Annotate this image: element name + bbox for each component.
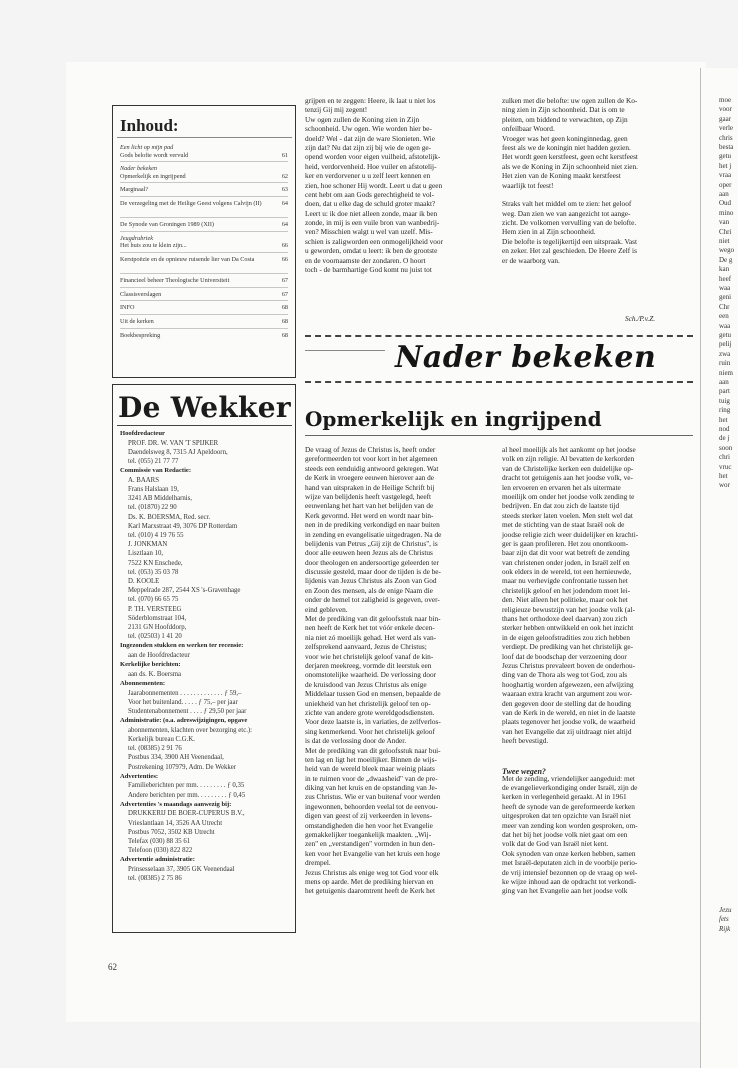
text-line: door theologen en andersoortige geleerden ter [305,557,439,567]
toc-separator [120,314,288,315]
text-line: opend worden voor eigen vuilheid, afstotelijk- [305,152,441,162]
next-page-text-fragment: aan [719,190,729,198]
text-line: in zending en evangelisatie uitgedragen. Na de [305,529,442,539]
text-line: sing kenmerkend. Voor het christelijk geloof [305,726,435,736]
toc-entry-title: Marginaal? [120,186,149,194]
text-line: loof dat de boodschap der verzoening door [502,651,627,661]
next-page-caption-fragment: Jezu [719,906,732,914]
colophon-line: Prinsesselaan 37, 3905 GK Veenendaal [128,866,235,873]
next-page-text-fragment: besta [719,143,734,151]
colophon-heading: Kerkelijke berichten: [120,661,181,669]
colophon-line: Kerkelijk bureau C.G.K. [128,736,196,743]
text-line: zen" en „verstandigen" vormden in hun den- [305,839,435,849]
colophon-line: abonnementen, klachten over bezorging etc.): [128,726,253,734]
text-line: heeft bevestigd. [502,736,549,746]
text-line: zonde, in mij is een vuile bron van wanbedrij- [305,218,440,228]
toc-entry [120,144,288,159]
text-line: onder de hemel tot zaligheid is gegeven, over- [305,595,440,605]
toc-entry-title: Financieel beheer Theologische Universiteit [120,277,230,285]
text-line: zelfsprekend aanvaard, Jezus de Christus; [305,642,427,652]
toc-separator [120,328,288,329]
text-line: uitgesproken dat ten opzichte van Israël niet [502,811,631,821]
text-line: zijn dat? Nu dat zijn zij bij wie de ogen ge- [305,142,432,152]
text-line: doen, dat u elke dag de schuld groter maakt? [305,199,436,209]
text-line: mens op aarde. Met de prediking hiervan en [305,876,434,886]
next-page-text-fragment: een [719,312,729,321]
toc-entry [120,235,288,250]
text-line: dat het bij het joodse volk niet gaat om een [502,830,628,840]
toc-page-number: 66 [281,242,288,250]
text-line: den gegeven door de stelling dat de houding [502,698,632,708]
text-line: heid, verdorvenheid. Hoe vuiler en afstotelij- [305,161,437,171]
text-line: nen in de prediking verkondigd en naar buiten [305,520,440,530]
toc-section-label: Een licht op mijn pad [120,144,174,151]
text-line: Vroeger was het geen koninginnedag, geen [502,133,628,143]
text-line: Het zien van de Koning maakt kerstfeest [502,171,621,181]
text-line: feest als we de koningin niet hadden gezien. [502,142,631,152]
toc-page-number: 64 [281,221,288,229]
text-line: ker en verdorvener u u zelf leert kennen en [305,171,431,181]
text-line: er de waarborg van. [502,255,560,265]
text-line: grijpen en te zeggen: Heere, ik laat u niet los [305,96,436,105]
next-page-text-fragment: heef [719,274,732,283]
text-line: uniekheid van het christelijk geloof ten op- [305,698,431,708]
text-line: gemakkelijker toegankelijk maakten. „Wij- [305,830,432,840]
text-line: steeds een eenduidig antwoord gekregen. Wat [305,463,439,473]
colophon-line: tel. (02503) 1 41 20 [128,633,182,641]
text-line: cent hebt om aan Gods gerechtigheid te vol- [305,189,435,199]
text-line: Leert u: ik doe niet alleen zonde, maar ik ben [305,208,438,218]
toc-entry [120,277,288,285]
text-line: Jezus Christus prevaleert boven de onderhou- [502,660,636,670]
text-line: met de stichting van de staat Israël ook de [502,520,625,530]
text-line: discussie gesteld, maar door de tijden is de be- [305,567,441,577]
colophon-line: Jaarabonnementen . . . . . . . . . . . . . ƒ 59,– [128,689,242,697]
text-line: joodse religie zich weer duidelijker en krachti- [502,529,639,539]
text-line: onomstotelijke waarheid. De verlossing door [305,670,437,680]
text-line: steeds sterker laten voelen. Men stelt wel dat [502,510,633,520]
text-line: volk dat de God van Israël niet kent. [502,839,609,849]
text-line: ger is gaan profileren. Het zou onontkoom- [502,538,629,548]
toc-page-number: 64 [281,200,288,207]
next-page-text-fragment: soon [719,443,733,452]
toc-separator [120,182,288,183]
next-page-text-fragment: moe [719,96,732,104]
text-line: in de eigen geloofstradities zou zich hebben [502,632,631,642]
colophon-line: tel. (08385) 2 75 86 [128,875,182,883]
text-line: drempel. [305,858,331,868]
text-line: ingewonnen, behoorden veelal tot de eenvou- [305,801,438,811]
next-page-text-fragment: waa [719,284,731,292]
text-line: van de Kerk in de wereld, en niet in de laatste [502,707,636,717]
toc-divider [117,137,292,138]
colophon-line: Voor het buitenland. . . . . ƒ 75,– per jaar [128,698,238,706]
colophon-line: tel. (055) 21 77 77 [128,458,179,465]
next-page-text-fragment: aan [719,378,729,386]
next-page-text-fragment: niet [719,237,730,245]
colophon-line: tel. (08385) 2 91 76 [128,745,182,753]
text-line: lijdenis van Jezus Christus als Zoon van God [305,576,437,586]
next-page-text-fragment: van [719,218,730,227]
toc-entry-title: Gods beloftе wordt vervuld [120,151,189,159]
next-page-text-fragment: oper [719,180,732,189]
toc-page-number: 68 [281,318,288,325]
colophon-line: Andere berichten per mm. . . . . . . . . ƒ 0,45 [128,791,246,799]
toc-entry-title: Opmerkelijk en ingrijpend [120,172,186,180]
text-line: en zeker. Het zal geschieden. De Heere Zelf is [502,246,637,256]
next-page-text-fragment: tuig [719,396,730,405]
text-line: len ervoeren en ervaren het als uitermate [502,482,621,492]
next-page-edge [700,68,738,1068]
text-line: ning zien in Zijn schoonheid. Dat is om te [502,105,625,115]
toc-entry-title: De verzegeling met de Heilige Geest volgens Calvijn (II) [120,200,262,207]
toc-entry-title: Kerstpoëzie en de opnieuw ruisende lier van Da Costa [120,256,255,263]
next-page-text-fragment: het [719,415,728,424]
toc-page-number: 63 [281,186,288,194]
text-line: den. Niet alleen het politieke, maar ook het [502,595,628,605]
colophon-line: 2131 GN Hoofddorp, [128,624,187,631]
text-line: de evangelieverkondiging onder Israël, zijn de [502,783,638,793]
text-line: door alle eeuwen heen Jezus als de Christus [305,548,433,558]
next-page-text-fragment: waa [719,321,731,330]
text-line: meer van zending kon worden gesproken, om- [502,820,638,830]
colophon-line: DRUKKERIJ DE BOER-CUPERUS B.V., [128,810,245,818]
text-line: nen heeft de Kerk het tot vóór enkele decen- [305,623,435,633]
next-page-text-fragment: nod [719,425,730,433]
colophon-heading: Advertenties 's maandags aanwezig bij: [120,800,232,808]
page-number: 62 [108,962,117,972]
text-line: nia niet zó moeilijk gehad. Het werd als van- [305,632,437,642]
article-column-1 [305,445,441,896]
toc-entry-title: Uit de kerken [120,318,154,325]
colophon-line: Karl Marxstraat 49, 3076 DP Rotterdam [128,522,238,530]
colophon-line: aan de Hoofdredacteur [128,652,190,659]
next-page-text-fragment: gaar [719,114,732,123]
toc-separator [120,252,288,253]
text-line: in te ruimen voor de „dwaasheid" van de pre- [305,773,438,783]
text-line [502,190,638,199]
next-page-text-fragment: wego [719,246,735,255]
text-line: van christenen onder joden, in Israël zelf en [502,557,630,567]
colophon-line: Postbus 334, 3900 AH Veenendaal, [128,754,224,762]
next-page-caption-fragment: Rijk [719,924,731,933]
next-page-text-fragment: getu [719,152,732,161]
toc-entry [120,256,288,264]
next-page-text-fragment: wor [719,481,730,490]
continuation-column-2 [502,96,638,265]
toc-page-number: 61 [281,151,288,159]
text-line: waaraan extra kracht van argument zou wor- [502,689,633,699]
text-line: u geworden, omdat u leert: ik ben de grootste [305,246,438,256]
toc-separator [120,287,288,288]
colophon-line: P. TH. VERSTEEG [128,605,182,613]
text-line: ook elders in de wereld, tot een hernieuwde, [502,567,632,577]
text-line: waarlijk tot feest! [502,180,554,190]
colophon-heading: Administratie: (o.a. adreswijzigingen, opgave [120,717,248,725]
text-line: heeft de synode van de gereformeerde kerken [502,801,635,811]
next-page-text-fragment: Oud [719,199,732,208]
next-page-text-fragment: part [719,387,730,396]
colophon-line: Telefax (030) 88 35 61 [128,838,191,845]
text-line: schoonheid. Uw ogen. Wie worden hier be- [305,124,432,134]
text-line: plaats tegenover het joodse volk, de waarheid [502,717,636,727]
colophon-heading: Commissie van Redactie: [120,467,192,475]
next-page-text-fragment: het j [719,161,732,170]
colophon-line: Lisztlaan 10, [128,550,164,558]
next-page-text-fragment: Chr [719,302,730,311]
text-line: en Zoon des mensen, als de enige Naam die [305,585,433,595]
colophon-line: Telefoon (030) 822 822 [128,847,193,855]
toc-entry [120,332,288,340]
text-line: moeilijk om onder het joodse volk zending te [502,491,635,501]
text-line: volk en zijn religie. Al bevatten de kerkorden [502,454,635,464]
text-line: ging van het Evangelie aan het joodse volk [502,886,628,896]
toc-entry [120,200,288,208]
toc-entry [120,221,288,229]
colophon-line: PROF. DR. W. VAN 'T SPIJKER [128,439,219,447]
colophon-line: A. BAARS [128,476,159,484]
text-line: ding van de Thora als weg tot God, zou als [502,670,628,680]
text-line: zicht. De volkomen vervulling van de belofte. [502,218,637,228]
text-line: eind gebleven. [305,604,348,614]
text-line: ke wijze inhoud aan de opdracht tot verkondi- [502,876,637,886]
text-line: religieuze bewustzijn van het joodse volk (al- [502,604,635,614]
colophon-line: Frans Halslaan 19, [128,486,179,493]
colophon-line: Familieberichten per mm. . . . . . . . . ƒ 0,35 [128,782,245,790]
banner-rule-bottom [305,381,693,383]
colophon-line: 7522 KN Enschede, [128,559,183,567]
text-line: Ook synoden van onze kerken hebben, samen [502,848,636,858]
colophon-line: Postrekening 107979, Adm. De Wekker [128,763,237,771]
colophon-line: tel. (070) 66 65 75 [128,596,179,604]
colophon-line: tel. (01870) 22 90 [128,504,177,512]
colophon-line: D. KOOLE [128,578,160,585]
next-page-text-fragment: voor [719,105,732,114]
next-page-text-fragment: verle [719,124,733,133]
colophon-line: Daendelsweg 8, 7315 AJ Apeldoorn, [128,448,228,456]
text-line: de Kerk in vroegere eeuwen hierover aan de [305,473,435,483]
text-line: weg. Dan zien we van aangezicht tot aange- [502,208,631,218]
text-line: christelijk geloof en het jodendom moet lei- [502,585,631,595]
colophon-line: Vrieslantlaan 14, 3526 AA Utrecht [128,819,223,827]
text-line: en de voornaamste der zondaren. O hoort [305,255,426,265]
colophon-line: aan ds. K. Boersma [128,670,182,678]
text-line: bedrijven. En dat zou zich de laatste tijd [502,501,620,511]
text-line: zien, hoe schoner Hij wordt. Leert u dat u geen [305,180,443,190]
text-line: baar zijn dat dit voor wat betreft de zending [502,548,630,558]
text-line: van het Evangelie dat zij uitdraagt niet altijd [502,726,632,736]
next-page-caption-fragment: fets [719,915,729,924]
next-page-text-fragment: ruin [719,359,731,368]
section-banner: Nader bekeken [395,340,657,375]
text-line: Jezus Christus als enige weg tot God voor elk [305,867,439,877]
text-line: ven? Misschien walgt u wel van uzelf. Mis- [305,227,433,237]
colophon-heading: Advertenties: [120,772,159,780]
text-line: omstandigheden die hen voor het Evangelie [305,820,433,830]
colophon-line: J. JONKMAN [128,541,168,549]
next-page-text-fragment: zwa [719,349,731,358]
next-page-text-fragment: mino [719,208,734,217]
colophon-line: Meppelrade 287, 2544 XS 's-Gravenhage [128,587,241,595]
next-page-text-fragment: vruc [719,462,732,471]
next-page-text-fragment: ring [719,406,731,415]
text-line: al heel moeilijk als het aankomt op het joodse [502,445,636,454]
text-line: doeld? Wel - dat zijn de ware Sionieten. Wie [305,133,435,143]
colophon-heading: Ingezonden stukken en werken ter recensie: [120,642,244,650]
colophon-title: De Wekker [118,391,291,424]
text-line: De vraag of Jezus de Christus is, heeft onder [305,445,436,454]
banner-rule-top [305,335,693,337]
text-line: is dat de verlossing door de Ander. [305,736,407,746]
text-line: maar nu verhevigde confrontatie tussen het [502,576,628,586]
colophon-divider [117,425,292,426]
toc-page-number: 67 [281,277,288,285]
article-divider [305,435,693,436]
next-page-text-fragment: pelij [719,340,732,349]
colophon-line: tel. (010) 4 19 76 55 [128,532,184,539]
toc-page-number: 62 [281,172,288,180]
text-line: ten lag en ligt het moeilijker. Binnen de wijs- [305,754,437,764]
toc-title: Inhoud: [120,116,179,135]
toc-section-label: Nader bekeken [120,165,157,173]
text-line: Middelaar tussen God en mensen, bepaalde de [305,689,441,699]
continuation-column-1 [305,96,443,274]
text-line: derjaren meekreeg, vormde dit leerstuk een [305,660,432,670]
toc-separator [120,231,288,232]
text-line: van de Christelijke kerken een duidelijke op- [502,463,634,473]
next-page-text-fragment: het [719,472,728,480]
toc-entry [120,186,288,194]
text-line: pleiten, om biddend te verwachten, op Zijn [502,114,628,124]
next-page-text-fragment: vraa [719,171,732,180]
text-line: Straks valt het middel om te zien: het geloof [502,199,632,209]
toc-entry-title: Het huis zou te klein zijn... [120,242,187,250]
toc-entry-title: Classisverslagen [120,290,162,298]
toc-entry-title: De Synode van Groningen 1989 (XII) [120,221,214,229]
text-line: Kerk gevormd. Het werd en wordt naar bin- [305,510,434,520]
text-line: hand van uitspraken in de Heilige Schrift bij [305,482,435,492]
text-line: Met de prediking van dit geloofsstuk naar bin- [305,614,441,624]
text-line: gereformeerden tot voor kort in het algemeen [305,454,438,464]
signature: Sch./P.v.Z. [625,314,656,323]
text-line: onfeilbaar Woord. [502,124,555,134]
toc-separator [120,300,288,301]
text-line [502,755,638,764]
colophon-line: Söderblomstraat 104, [128,614,187,622]
next-page-text-fragment: geni [719,293,732,302]
colophon-heading: Hoofdredacteur [120,430,165,437]
next-page-text-fragment: chri [719,453,730,462]
next-page-text-fragment: Chri [719,227,732,236]
text-line: als we de Koning in Zijn schoonheid niet zien. [502,161,638,171]
article-title: Opmerkelijk en ingrijpend [305,407,602,431]
toc-separator [120,161,288,162]
text-line: met Israël-deputaten zich in de voorbije perio- [502,858,638,868]
text-line: belijdenis van Petrus „Gij zijt de Christus", is [305,538,438,548]
text-line: Met de prediking van dit geloofsstuk naar bui- [305,745,441,755]
text-line: digen van geest of zij verkeerden in levens- [305,811,433,821]
text-line: het getuigenis daaromtrent heeft de Kerk het [305,886,436,896]
toc-entry [120,291,288,299]
colophon-heading: Abonnementen: [120,680,166,687]
colophon-heading: Advertentie administratie: [120,856,195,864]
toc-page-number: 68 [281,331,288,339]
text-line: de kruisdood van Jezus Christus als enige [305,679,427,689]
text-line: Hem zien in al Zijn schoonheid. [502,227,596,237]
colophon-line: Postbus 7052, 3502 KB Utrecht [128,828,215,836]
text-line: zulken met die belofte: uw ogen zullen de Ko- [502,96,638,105]
text-line: kerken in verlegenheid geraakt. Al in 1961 [502,792,627,802]
toc-entry-title: INFO [120,304,135,312]
text-line: tenzij Gij mij zegent! [305,105,368,115]
text-line: zichte van andere grote wereldgodsdiensten. [305,707,435,717]
text-line: Die belofte is tegelijkertijd een uitspraak. Vast [502,236,638,246]
text-line: eeuwenlang het hart van het belijden van de [305,501,434,511]
text-line: toch - de barmhartige God komt nu juist tot [305,265,432,275]
next-page-text-fragment: de j [719,434,730,443]
toc-page-number: 66 [281,256,288,263]
article-subheading: Twee wegen? [502,767,546,776]
text-line: de vrij intensief bezonnen op de vraag op wel- [502,867,638,877]
toc-page-number: 68 [281,304,288,312]
colophon-line: 3241 AB Middelharnis, [128,495,193,503]
text-line: Met de zending, vriendelijker aangeduid: met [502,773,635,783]
next-page-text-fragment: niem [719,368,733,377]
text-line: zus Christus. Wie er van buitenaf voor werden [305,792,441,802]
banner-rule-left [305,350,385,351]
next-page-text-fragment: kan [719,265,730,274]
toc-separator [120,196,288,197]
article-column-2 [502,445,638,896]
text-line: heid van de wereld bleek maar weinig plaats [305,764,435,774]
toc-page-number: 67 [281,290,288,298]
colophon-line: Ds. K. BOERSMA, Red. secr. [128,513,211,521]
next-page-text-fragment: De g [719,255,733,264]
toc-entry [120,304,288,312]
text-line: Voor deze laatste is, in variaties, de zelfverlos- [305,717,441,727]
next-page-text-fragment: getu [719,331,732,339]
toc-separator [120,217,288,218]
text-line: wijze van belijdenis heeft vastgelegd, heeft [305,491,432,501]
text-line: dracht tot getuigenis aan het joodse volk, ve- [502,473,633,483]
toc-separator [120,273,288,274]
text-line: diking van het kruis en de opstanding van Je- [305,783,438,793]
text-line: thans het orthodoxe deel daarvan) zou zich [502,614,628,624]
text-line: verdiept. De prediking van het christelijk ge- [502,642,634,652]
colophon-line: tel. (053) 35 03 78 [128,568,179,576]
next-page-text-fragment: chris [719,133,733,142]
toc-entry-title: Boekbespreking [120,331,161,339]
colophon-line: Studentenabonnement . . . . ƒ 29,50 per jaar [128,708,247,715]
text-line: schien is zaligworden een onmogelijkheid voor [305,236,443,246]
text-line: voor wie het christelijk geloof vanaf de kin- [305,651,434,661]
text-line: ken voor het Evangelie van het kruis een hoge [305,848,440,858]
text-line: hooghartig worden afgewezen, een afwijzing [502,679,634,689]
text-line: Het wordt geen kerstfeest, geen echt kerstfeest [502,152,638,162]
toc-section-label: Jeugdrubriek [120,234,153,242]
toc-entry [120,165,288,180]
text-line: Uw ogen zullen de Koning zien in Zijn [305,114,420,124]
text-line: sterker hebben ontwikkeld en ook het inzicht [502,623,634,633]
toc-entry [120,318,288,326]
text-line [502,746,638,755]
